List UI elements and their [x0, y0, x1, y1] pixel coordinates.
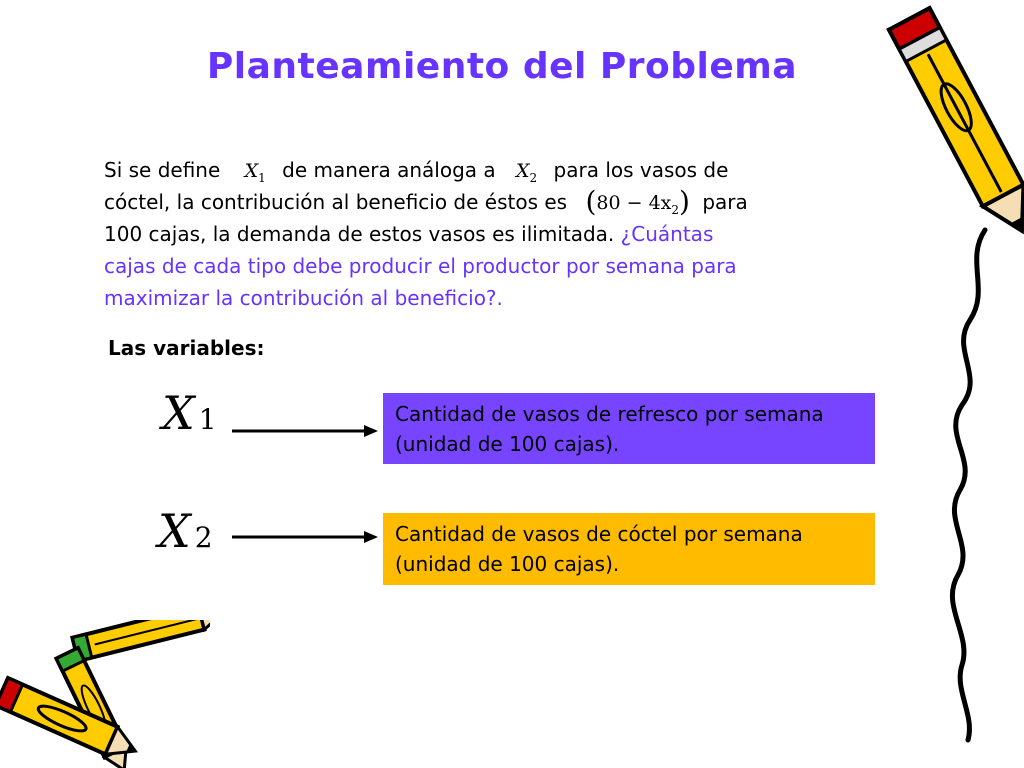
formula-open-paren: ( [585, 185, 597, 218]
pencil-icon [0, 620, 210, 768]
text: cóctel, la contribución al beneficio de éstos es [104, 190, 568, 214]
statement-line-2 [104, 186, 864, 218]
arrow-right-icon [230, 526, 380, 548]
x2-symbol: X [516, 160, 530, 182]
formula-close-paren: ) [679, 185, 690, 218]
arrow-right-icon [230, 420, 380, 442]
statement-line-1 [104, 154, 864, 186]
x2-subscript: 2 [529, 170, 538, 185]
variable-index: 2 [194, 521, 213, 554]
x1-inline [244, 160, 266, 185]
variable-x1-description: Cantidad de vasos de refresco por semana (unidad de 100 cajas). [383, 393, 875, 464]
statement-line-3 [104, 218, 864, 250]
contribution-formula [585, 185, 696, 218]
formula-body: 80 − 4x [596, 192, 672, 214]
slide-title: Planteamiento del Problema [206, 46, 798, 87]
text: para los vasos de [553, 158, 729, 182]
text: para [702, 190, 748, 214]
variable-x2-symbol [158, 504, 213, 558]
text: Si se define [104, 158, 221, 182]
text: 100 cajas, la demanda de estos vasos es ilimitada. [104, 222, 615, 246]
statement-line-5: maximizar la contribución al beneficio?. [104, 286, 503, 310]
formula-subscript: 2 [671, 203, 680, 217]
statement-line-4: cajas de cada tipo debe producir el productor por semana para [104, 254, 737, 278]
variable-x1-symbol [162, 386, 217, 440]
problem-statement [104, 154, 864, 314]
x1-symbol: X [244, 160, 259, 182]
variable-index: 1 [198, 403, 217, 436]
text: de manera análoga a [282, 158, 496, 182]
x1-subscript: 1 [258, 170, 266, 185]
variable-letter: X [162, 386, 195, 440]
variable-letter: X [158, 504, 191, 558]
pencil-icon [850, 0, 1024, 768]
variable-x2-description: Cantidad de vasos de cóctel por semana (unidad de 100 cajas). [383, 513, 875, 585]
x2-inline [516, 160, 538, 185]
question-text: ¿Cuántas [620, 222, 714, 246]
variables-heading: Las variables: [108, 336, 265, 360]
